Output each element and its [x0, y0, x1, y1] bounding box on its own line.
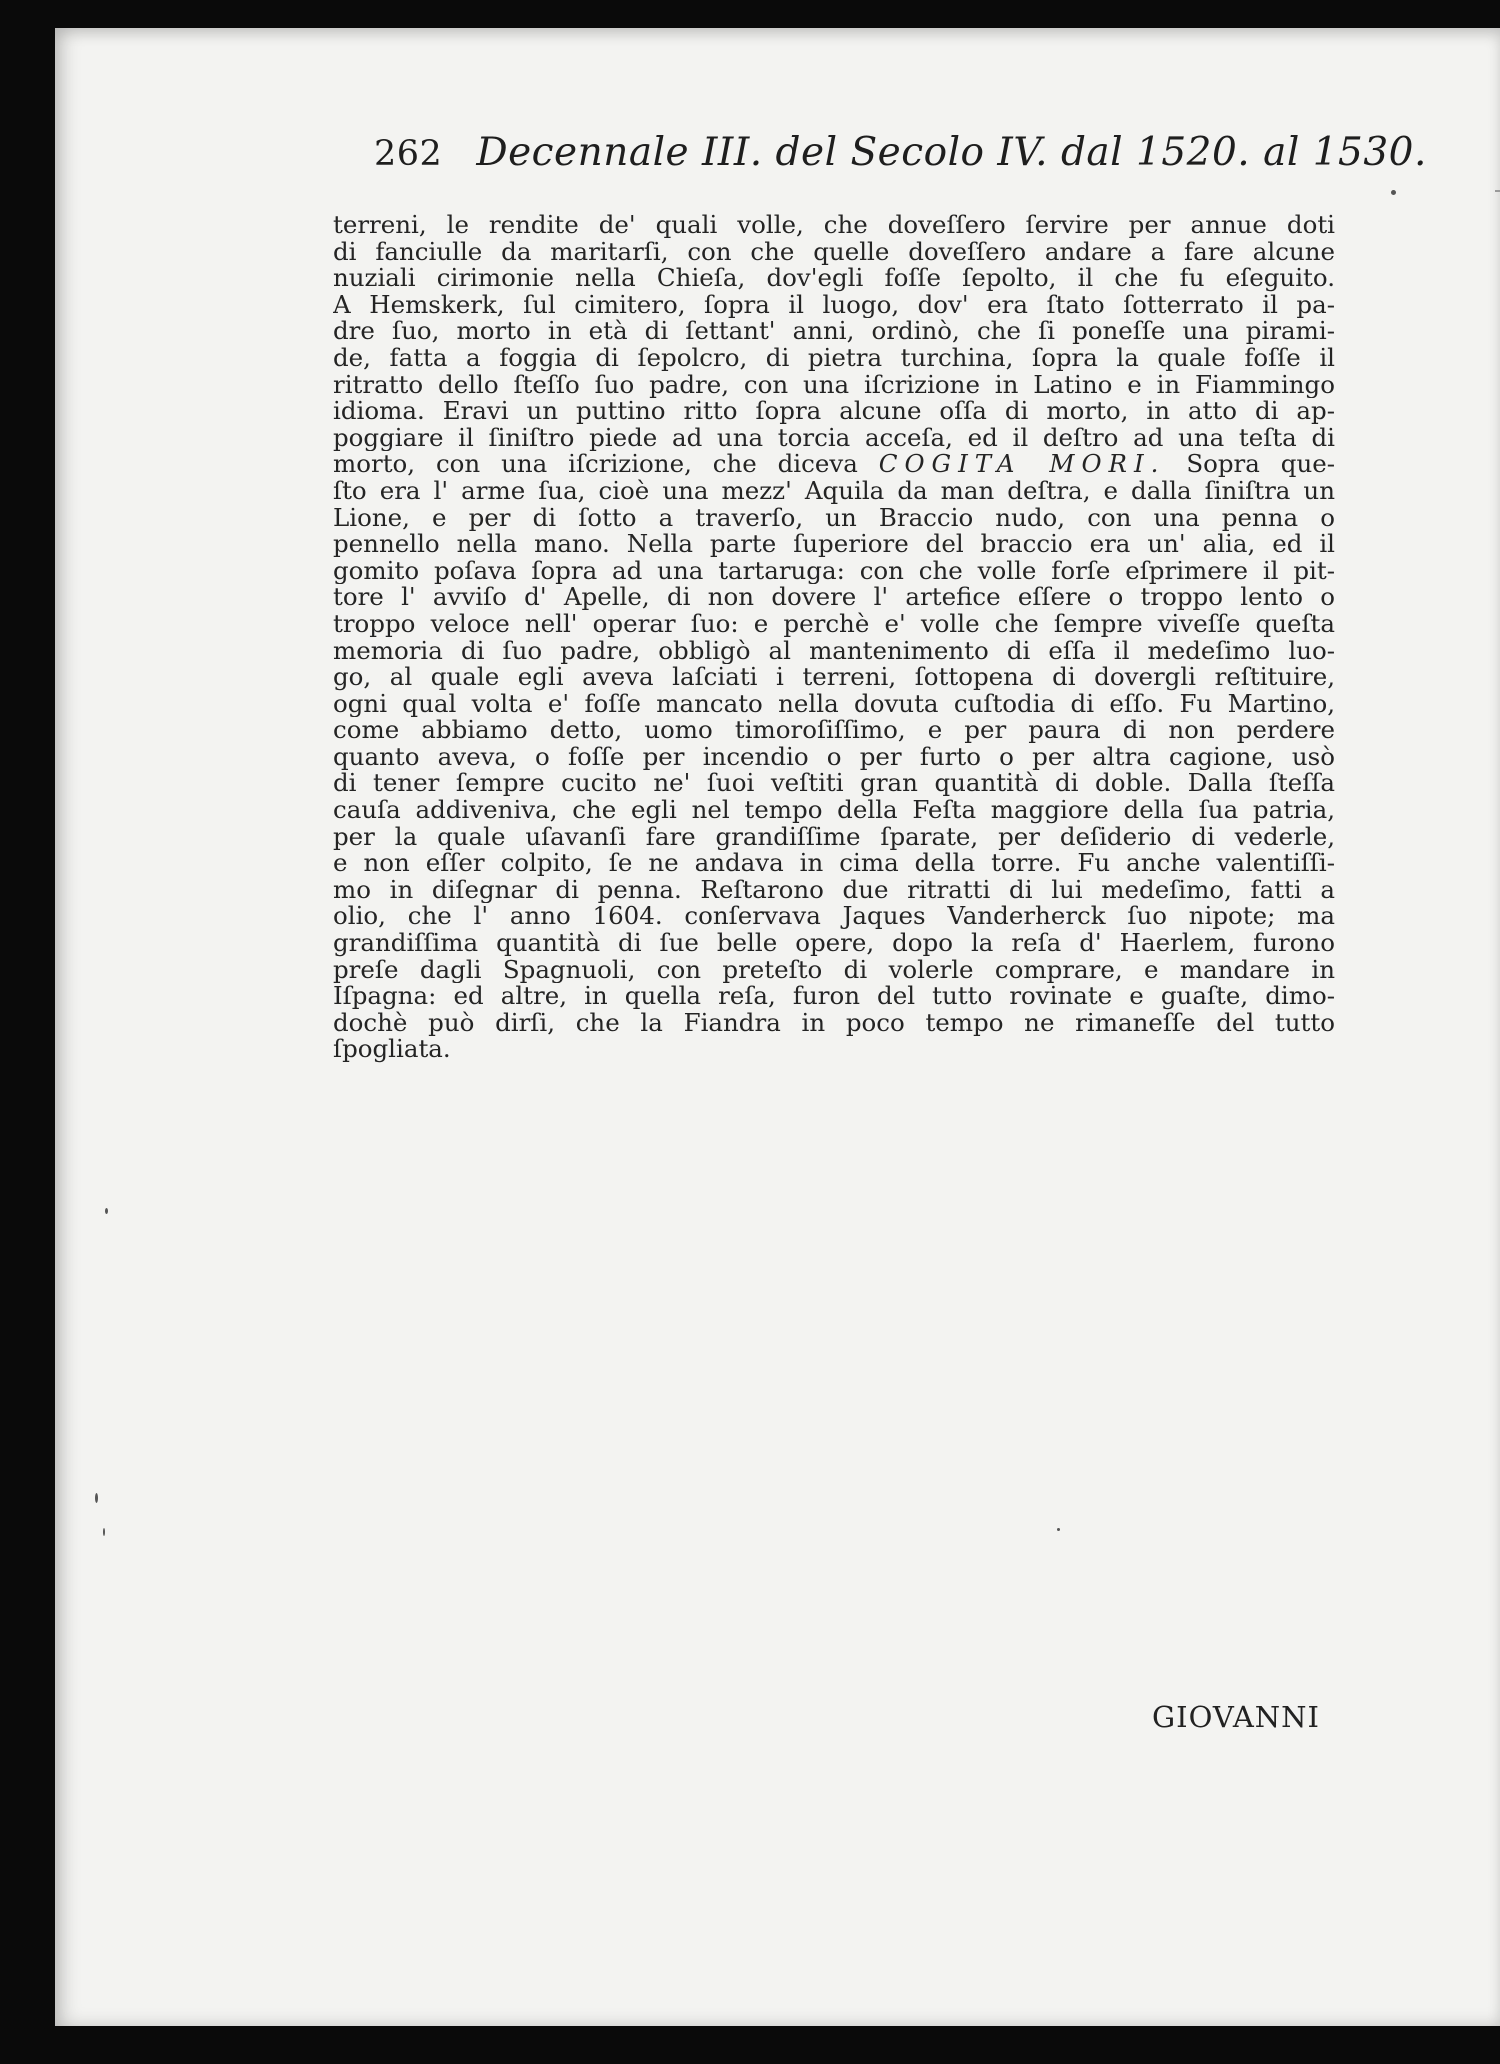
body-text	[333, 212, 1335, 1063]
running-title: Decennale III. del Secolo IV. dal 1520. al 1530.	[476, 130, 1427, 175]
inscription: COGITA MORI.	[878, 451, 1166, 478]
ink-speck	[1391, 190, 1396, 195]
text-line: grandiſſima quantità di ſue belle opere, dopo la reſa d' Haerlem, furono	[333, 930, 1335, 957]
text-line: poggiare il ſiniſtro piede ad una torcia acceſa, ed il deſtro ad una teſta di	[333, 424, 1335, 452]
running-head	[374, 130, 1427, 190]
text-line: ſto era l' arme ſua, cioè una mezz' Aquila da man deſtra, e dalla ſiniſtra un	[333, 477, 1335, 505]
text-line: di fanciulle da maritarſi, con che quelle doveſſero andare a fare alcune	[333, 238, 1335, 266]
text-line: dre ſuo, morto in età di ſettant' anni, ordinò, che ſi poneſſe una pirami-	[333, 318, 1335, 345]
text-line: A Hemskerk, ſul cimitero, ſopra il luogo, dov' era ſtato ſotterrato il pa-	[333, 291, 1335, 319]
text-line: olio, che l' anno 1604. conſervava Jaques Vanderherck ſuo nipote; ma	[333, 903, 1335, 931]
text-line: de, fatta a foggia di ſepolcro, di pietra turchina, ſopra la quale foſſe il	[333, 344, 1335, 372]
text-line: memoria di ſuo padre, obbligò al mantenimento di eſſa il medeſimo luo-	[333, 637, 1335, 665]
text-line: quanto aveva, o foſſe per incendio o per furto o per altra cagione, usò	[333, 743, 1335, 771]
text-line: ogni qual volta e' foſſe mancato nella dovuta cuſtodia di eſſo. Fu Martino,	[333, 690, 1335, 718]
text-line: gomito poſava ſopra ad una tartaruga: con che volle forſe eſprimere il pit-	[333, 557, 1335, 585]
text-line: nuziali cirimonie nella Chieſa, dov'egli foſſe ſepolto, il che fu eſeguito.	[333, 265, 1335, 292]
text-line-inscription	[333, 451, 1335, 478]
text-line: ſpogliata.	[333, 1036, 451, 1063]
text-line: per la quale uſavanſi fare grandiſſime ſparate, per deſiderio di vederle,	[333, 823, 1335, 851]
text-line: cauſa addiveniva, che egli nel tempo della Feſta maggiore della ſua patria,	[333, 797, 1335, 824]
ink-speck	[103, 1528, 105, 1536]
ink-speck	[95, 1493, 98, 1503]
text-line: pennello nella mano. Nella parte ſuperiore del braccio era un' alia, ed il	[333, 531, 1335, 558]
inscription-intro: morto, con una iſcrizione, che diceva	[333, 451, 858, 478]
text-line: tore l' avviſo d' Apelle, di non dovere l' artefice eſſere o troppo lento o	[333, 584, 1335, 611]
text-line: e non eſſer colpito, ſe ne andava in cima della torre. Fu anche valentiſſi-	[333, 850, 1335, 877]
ink-speck	[1057, 1528, 1060, 1531]
ink-speck	[105, 1208, 108, 1214]
text-line: ritratto dello ſteſſo ſuo padre, con una iſcrizione in Latino e in Fiammingo	[333, 371, 1335, 399]
text-line: terreni, le rendite de' quali volle, che doveſſero ſervire per annue doti	[333, 212, 1335, 239]
text-line: di tener ſempre cucito ne' ſuoi veſtiti gran quantità di doble. Dalla ſteſſa	[333, 770, 1335, 798]
text-line: dochè può dirſi, che la Fiandra in poco tempo ne rimaneſſe del tutto	[333, 1009, 1335, 1037]
page-number: 262	[374, 134, 443, 174]
text-line: mo in diſegnar di penna. Reſtarono due ritratti di lui medeſimo, fatti a	[333, 876, 1335, 904]
text-line: idioma. Eravi un puttino ritto ſopra alcune oſſa di morto, in atto di ap-	[333, 398, 1335, 425]
text-line: go, al quale egli aveva laſciati i terreni, ſottopena di dovergli reſtituire,	[333, 664, 1335, 691]
inscription-tail: Sopra que-	[1186, 451, 1335, 478]
margin-mark	[1495, 190, 1500, 192]
text-line: Lione, e per di ſotto a traverſo, un Braccio nudo, con una penna o	[333, 504, 1335, 532]
text-line: Iſpagna: ed altre, in quella reſa, furon del tutto rovinate e guaſte, dimo-	[333, 983, 1335, 1010]
text-line: preſe dagli Spagnuoli, con preteſto di volerle comprare, e mandare in	[333, 956, 1335, 984]
text-line: come abbiamo detto, uomo timoroſiſſimo, e per paura di non perdere	[333, 717, 1335, 744]
catchword: GIOVANNI	[1152, 1700, 1321, 1734]
text-line: troppo veloce nell' operar ſuo: e perchè e' volle che ſempre viveſſe queſta	[333, 610, 1335, 638]
